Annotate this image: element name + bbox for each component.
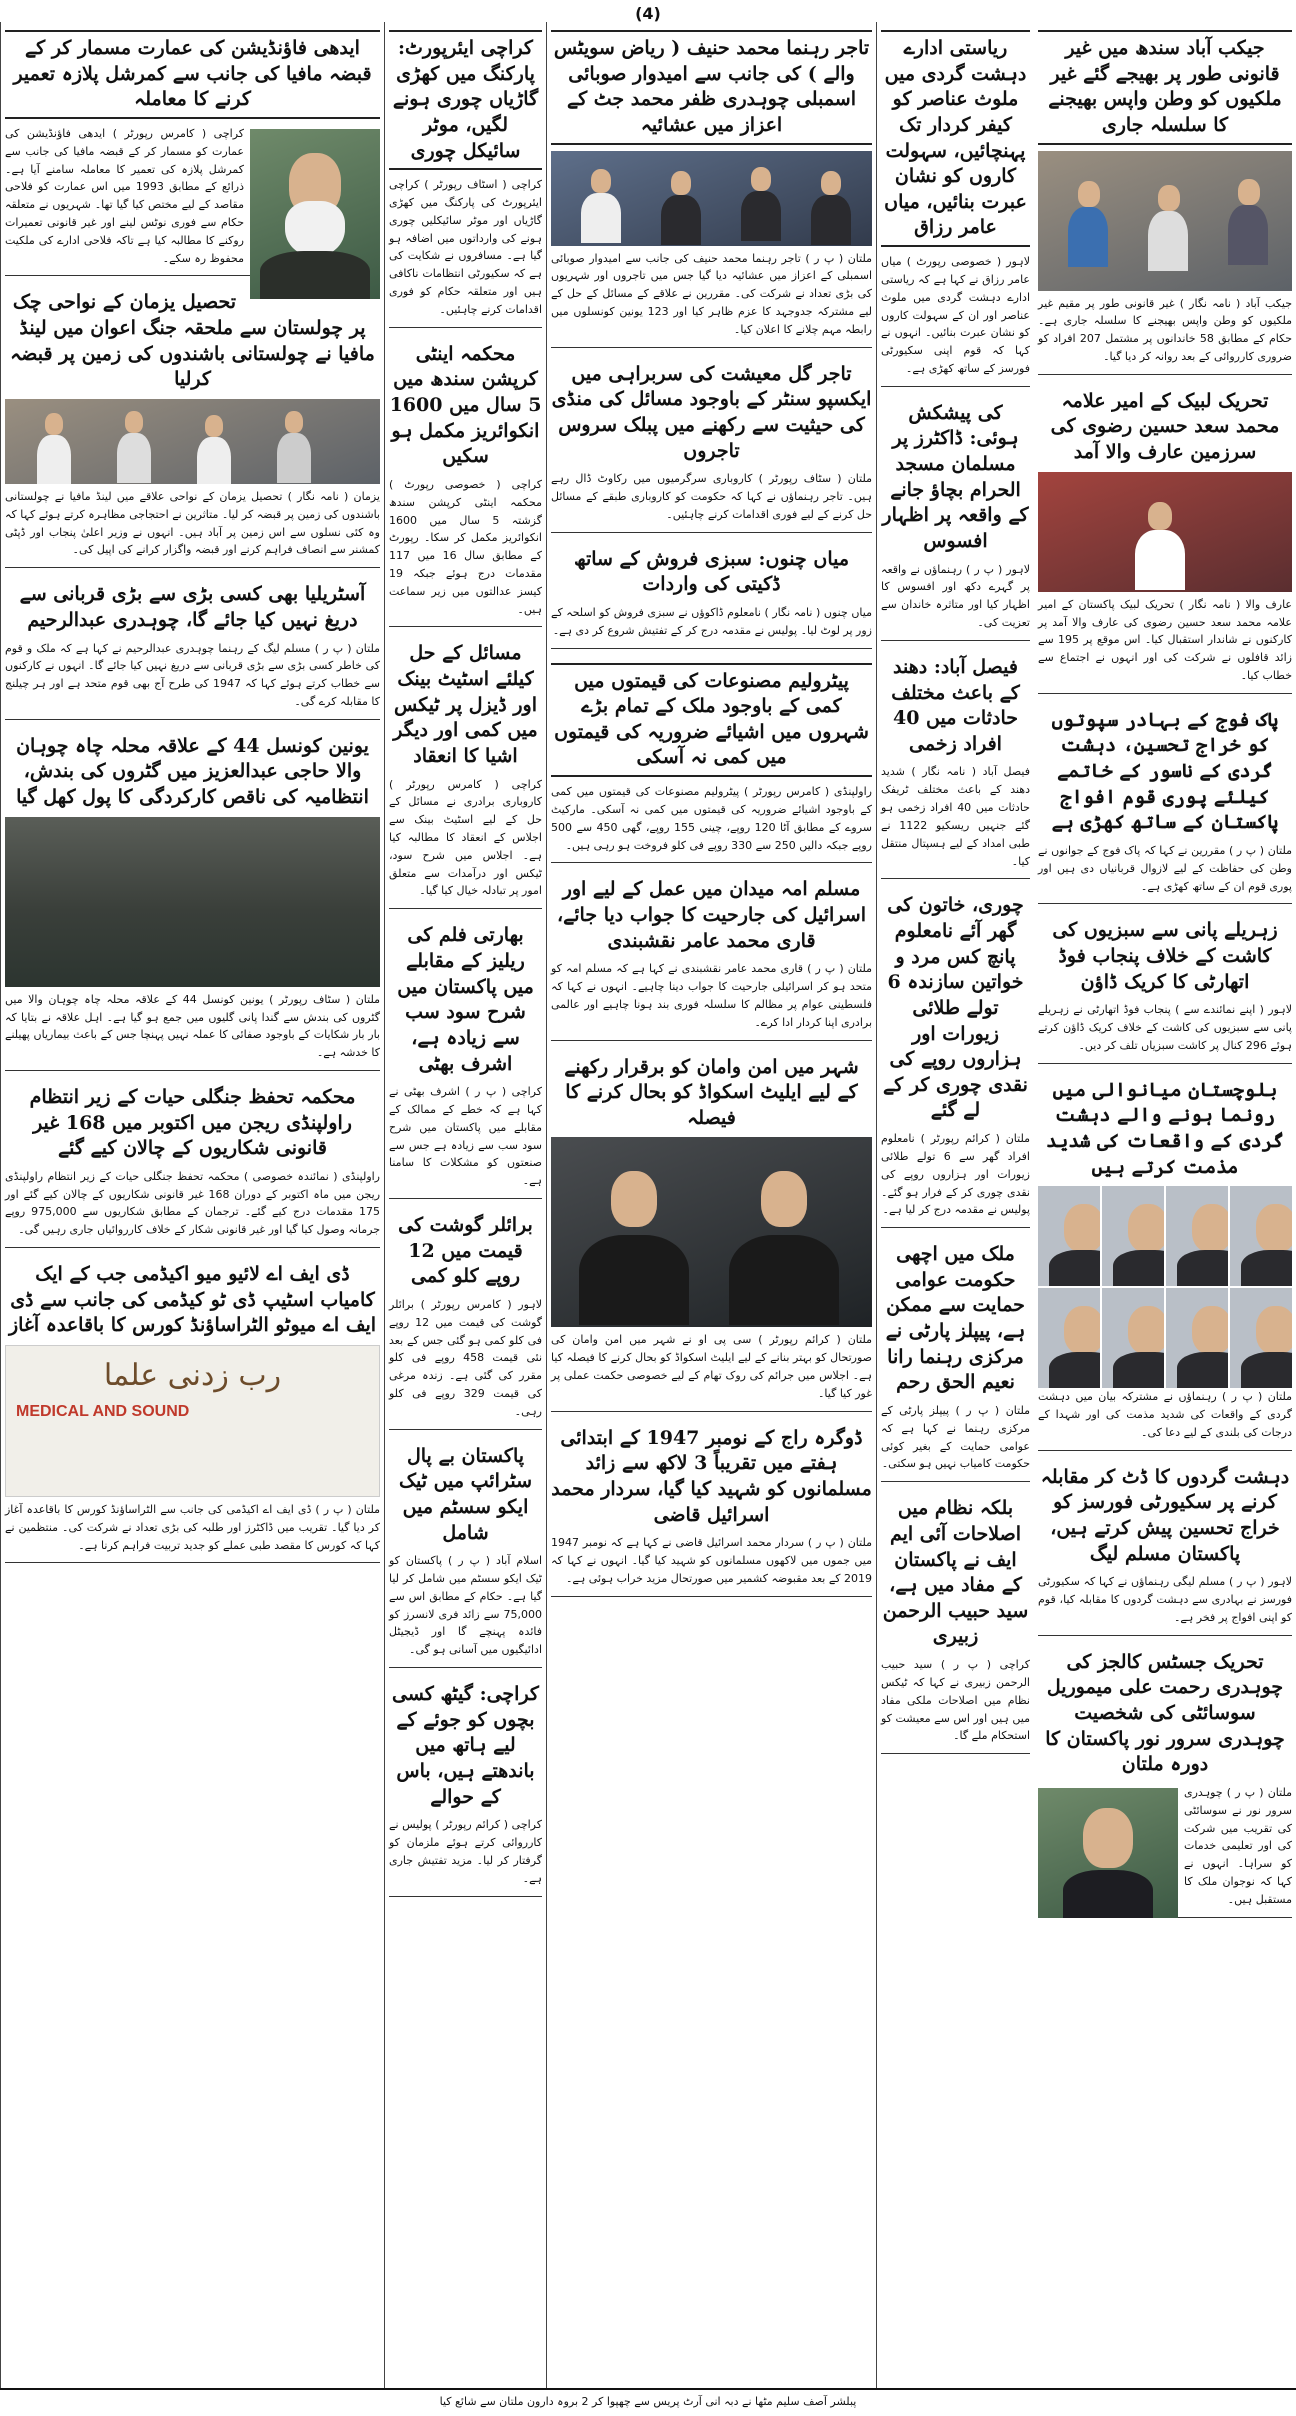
story-photo (1038, 472, 1292, 592)
headline: کراچی ایئرپورٹ: پارکنگ میں کھڑی گاڑیاں چوری ہونے لگیں، موٹر سائیکل چوری (389, 30, 542, 170)
story-col1-d (5, 726, 380, 1071)
story-col5-e (1038, 1070, 1292, 1451)
headline: ملک میں اچھی حکومت عوامی حمایت سے ممکن ہے، پیپلز پارٹی نے مرکزی رہنما رانا نعیم الحق رحم (885, 1243, 1026, 1394)
story-body: میاں چنوں ( نامہ نگار ) نامعلوم ڈاکوؤں نے سبزی فروش کو اسلحہ کے زور پر لوٹ لیا۔ پولیس نے مقدمہ درج کر کے تفتیش شروع کر دی ہے۔ (551, 605, 872, 637)
headline: پاک فوج کے بہادر سپوتوں کو خراج تحسین، دہشت گردی کے ناسور کے خاتمے کیلئے پوری قوم افواج پاکستان کے ساتھ کھڑی ہے (1051, 708, 1279, 834)
portrait (1166, 1288, 1228, 1388)
story-body: کراچی ( کرائم رپورٹر ) پولیس نے کارروائی کرتے ہوئے ملزمان کو گرفتار کر لیا۔ مزید تفتیش جاری ہے۔ (389, 1818, 542, 1885)
portrait (1230, 1288, 1292, 1388)
story-col3-g (551, 1418, 872, 1597)
headline: برائلر گوشت کی قیمت میں 12 روپے کلو کمی (398, 1214, 533, 1288)
headline: یونین کونسل 44 کے علاقہ محلہ چاہ چوہان والا حاجی عبدالعزیز میں گٹروں کی بندش، انتظامیہ کی ناقص کارکردگی کا پول کھل گیا (16, 734, 369, 809)
story-photo (551, 151, 872, 246)
story-photo (5, 399, 380, 484)
story-body: کراچی ( پ ر ) سید حبیب الرحمن زبیری نے کہا کہ ٹیکس نظام میں اصلاحات ملکی مفاد میں ہیں اور اس سے معیشت کو استحکام ملے گا۔ (881, 1658, 1030, 1743)
story-photo (250, 129, 380, 299)
column-1 (0, 22, 384, 2388)
story-body: راولپنڈی ( نمائندہ خصوصی ) محکمہ تحفظ جنگلی حیات کے زیر انتظام راولپنڈی ریجن میں ماہ اکتوبر کے دوران 168 غیر قانونی شکاریوں کے چالان کیے گئے اور 175 مقدمات درج کیے گئے۔ ترجمان کے مطابق شکاریوں سے 975,000 روپے جرمانہ وصول کیا گیا اور غیر قانونی شکار کے خلاف کارروائیاں جاری رہیں گی۔ (5, 1169, 381, 1237)
headline: کراچی: گیٹھ کسی بچوں کو جوئے کے لیے ہاتھ میں باندھتے ہیں، باس کے حوالے (392, 1683, 539, 1808)
column-4 (876, 22, 1034, 2388)
story-body: ملتان ( پ ر ) چوہدری سرور نور نے سوسائٹی کی تقریب میں شرکت کی اور تعلیمی خدمات کو سراہا۔ انہوں نے کہا کہ نوجوان ملک کا مستقبل ہیں۔ (1184, 1786, 1292, 1906)
story-col1-a (5, 22, 380, 276)
portrait (1038, 1288, 1100, 1388)
story-body: عارف والا ( نامہ نگار ) تحریک لبیک پاکستان کے امیر علامہ محمد سعد حسین رضوی کی عارف والا آمد پر کارکنوں نے شاندار استقبال کیا۔ اس موقع پر 195 سے زائد قافلوں نے شرکت کی اور انہوں نے اجتماع سے خطاب کیا۔ (1038, 597, 1292, 682)
headline: مسلم امہ میدان میں عمل کے لیے اور اسرائیل کی جارحیت کا جواب دیا جائے، قاری محمد عامر نقشبندی (557, 878, 866, 952)
story-col3-c (551, 539, 872, 649)
story-col4-d (881, 885, 1030, 1228)
story-body: کراچی ( اسٹاف رپورٹر ) کراچی ایئرپورٹ کی پارکنگ میں کھڑی گاڑیاں اور موٹر سائیکلیں چوری ہونے کی وارداتوں میں اضافہ ہو گیا ہے۔ مسافروں نے شکایت کی ہے کہ سکیورٹی انتظامات ناکافی ہیں اور متعلقہ حکام کو فوری اقدامات کرنے چاہئیں۔ (389, 178, 542, 316)
headline: تحصیل یزمان کے نواحی چک پر چولستان سے ملحقہ جنگ اعوان میں لینڈ مافیا نے چولستانی باشندوں کی زمین پر قبضہ کرلیا (10, 291, 375, 391)
headline: دہشت گردوں کا ڈٹ کر مقابلہ کرنے پر سکیورٹی فورسز کو خراج تحسین پیش کرتے ہیں، پاکستان مسلم لیگ (1040, 1465, 1290, 1565)
headline: چوری، خاتون کی گھر آئے نامعلوم پانچ کس مرد و خواتین سازندہ 6 تولے طلائی زیورات اور ہزاروں روپے کی نقدی چوری کر کے لے گئے (883, 894, 1028, 1122)
story-col5-a (1038, 22, 1292, 375)
story-body: لاہور ( پ ر ) رہنماؤں نے واقعہ پر گہرے دکھ اور افسوس کا اظہار کیا اور متاثرہ خاندان سے تعزیت کی۔ (881, 562, 1030, 630)
story-col2-a (389, 22, 542, 328)
story-body: اسلام آباد ( پ ر ) پاکستان کو ٹیک ایکو سسٹم میں شامل کر لیا گیا ہے۔ حکام کے مطابق اس سے 75,000 سے زائد فری لانسرز کو فائدہ پہنچے گا اور ڈیجیٹل ادائیگیوں میں آسانی ہو گی۔ (389, 1554, 542, 1657)
headline: پیٹرولیم مصنوعات کی قیمتوں میں کمی کے باوجود ملک کے تمام بڑے شہروں میں اشیائے ضروریہ کی قیمتوں میں کمی نہ آسکی (551, 663, 872, 778)
headline: محکمہ تحفظ جنگلی حیات کے زیر انتظام راولپنڈی ریجن میں اکتوبر میں 168 غیر قانونی شکاریوں کے چالان کیے گئے (29, 1085, 356, 1160)
story-col4-e (881, 1234, 1030, 1482)
sign-subtext: MEDICAL AND SOUND (16, 1403, 190, 1421)
story-col5-d (1038, 910, 1292, 1063)
story-col3-e (551, 869, 872, 1040)
story-col2-g (389, 1674, 542, 1896)
story-body: کراچی ( کامرس رپورٹر ) ایدھی فاؤنڈیشن کی عمارت کو مسمار کر کے قبضہ مافیا کی جانب سے کمرشل پلازہ کی تعمیر کا معاملہ سامنے آیا ہے۔ ذرائع کے مطابق 1993 میں اس عمارت کو فلاحی مقاصد کے لیے مختص کیا گیا تھا۔ شہریوں نے متعلقہ حکام سے فوری نوٹس لینے اور غیر قانونی تعمیرات روکنے کا مطالبہ کیا ہے تاکہ فلاحی ادارے کی ملکیت محفوظ رہ سکے۔ (5, 126, 245, 265)
headline: کی پیشکش ہوئی: ڈاکٹرز پر مسلمان مسجد الحرام بچاؤ جانے کے واقعہ پر اظہار افسوس (882, 401, 1029, 553)
story-col5-f (1038, 1457, 1292, 1636)
story-col5-b (1038, 381, 1292, 694)
story-body: لاہور ( اپنے نمائندے سے ) پنجاب فوڈ اتھارٹی نے زہریلے پانی سے سبزیوں کی کاشت کے خلاف کریک ڈاؤن کرتے ہوئے 296 کنال پر کاشت سبزیاں تلف کر دیں۔ (1038, 1003, 1292, 1052)
story-col4-c (881, 647, 1030, 879)
story-photo (1038, 1788, 1178, 1918)
story-col2-d (389, 915, 542, 1199)
portrait (1166, 1186, 1228, 1286)
headline: محکمہ اینٹی کرپشن سندھ میں 5 سال میں 1600 انکوائریز مکمل ہو سکیں (389, 342, 542, 468)
story-body: ملتان ( پ ر ) سردار محمد اسرائیل قاضی نے کہا ہے کہ نومبر 1947 میں جموں میں لاکھوں مسلمانوں کو شہید کیا گیا۔ انہوں نے کہا کہ 2019 کے بعد مقبوضہ کشمیر میں صورتحال مزید خراب ہوئی ہے۔ (551, 1536, 872, 1585)
story-col4-b (881, 393, 1030, 641)
headline: بلکہ نظام میں اصلاحات آئی ایم ایف نے پاکستان کے مفاد میں ہے، سید حبیب الرحمن زبیری (882, 1497, 1029, 1648)
headline: ڈوگرہ راج کے نومبر 1947 کے ابتدائی ہفتے میں تقریباً 3 لاکھ سے زائد مسلمانوں کو شہید کیا گیا، سردار محمد اسرائیل قاضی (551, 1426, 872, 1526)
story-col4-a (881, 22, 1030, 387)
headline: شہر میں امن وامان کو برقرار رکھنے کے لیے ایلیٹ اسکواڈ کو بحال کرنے کا فیصلہ (564, 1055, 859, 1129)
story-body: لاہور ( پ ر ) مسلم لیگی رہنماؤں نے کہا کہ سکیورٹی فورسز نے بہادری سے دہشت گردوں کا مقابلہ کیا، قوم کو اپنی افواج پر فخر ہے۔ (1038, 1575, 1292, 1624)
story-col2-e (389, 1205, 542, 1430)
story-body: کراچی ( خصوصی رپورٹ ) محکمہ اینٹی کرپشن سندھ گزشتہ 5 سال میں 1600 انکوائریز مکمل کر سکا۔ رپورٹ کے مطابق سال 16 میں 117 مقدمات درج ہوئے جبکہ 19 کیسز عدالتوں میں زیر سماعت ہیں۔ (389, 477, 542, 616)
story-body: راولپنڈی ( کامرس رپورٹر ) پیٹرولیم مصنوعات کی قیمتوں میں کمی کے باوجود اشیائے ضروریہ کی قیمتوں میں کمی نہ آسکی۔ مارکیٹ سروے کے مطابق آٹا 120 روپے، چینی 155 روپے، گھی 450 سے 500 روپے جبکہ دالیں 250 سے 330 روپے فی کلو فروخت ہو رہی ہیں۔ (551, 785, 873, 852)
story-col1-c (5, 574, 380, 720)
headline: تاجر گل معیشت کی سربراہی میں ایکسپو سنٹر کے باوجود مسائل کی منڈی کی حیثیت سے رکھنے میں پبلک سروس تاجروں (551, 362, 872, 462)
story-body: لاہور ( کامرس رپورٹر ) برائلر گوشت کی قیمت میں 12 روپے فی کلو کمی ہو گئی جس کے بعد نئی قیمت 458 روپے فی کلو مقرر کی گئی ہے۔ زندہ مرغی کی قیمت 329 روپے فی کلو رہی۔ (389, 1297, 543, 1418)
headline: فیصل آباد: دھند کے باعث مختلف حادثات میں 40 افراد زخمی (891, 655, 1020, 755)
headline: تحریک جسٹس کالجز کی چوہدری رحمت علی میموریل سوسائٹی کی شخصیت چوہدری سرور نور پاکستان کا دورہ ملتان (1045, 1650, 1285, 1776)
portrait (1038, 1186, 1100, 1286)
column-5 (1034, 22, 1296, 2388)
story-body: ملتان ( پ ر ) رہنماؤں نے مشترکہ بیان میں دہشت گردی کے واقعات کی شدید مذمت کی اور شہدا کے درجات کی بلندی کے لیے دعا کی۔ (1038, 1390, 1292, 1439)
story-col1-e (5, 1077, 380, 1248)
story-col5-c (1038, 700, 1292, 905)
headline: جیکب آباد سندھ میں غیر قانونی طور پر بھیجے گئے غیر ملکیوں کو وطن واپس بھیجنے کا سلسلہ جاری (1038, 30, 1292, 145)
column-2 (384, 22, 546, 2388)
headline: ایدھی فاؤنڈیشن کی عمارت مسمار کر کے قبضہ مافیا کی جانب سے کمرشل پلازہ تعمیر کرنے کا معاملہ (5, 30, 380, 119)
headline: بلوچستان میانوالی میں رونما ہونے والے دہشت گردی کے واقعات کی شدید مذمت کرتے ہیں (1046, 1078, 1284, 1178)
story-body: ملتان ( سٹاف رپورٹر ) یونین کونسل 44 کے علاقہ محلہ چاہ چوہان والا میں گٹروں کی بندش سے گندا پانی گلیوں میں جمع ہو گیا ہے۔ اہل علاقہ نے بتایا کہ بار بار شکایات کے باوجود صفائی کا عملہ نہیں پہنچا جس کے باعث بیماریاں پھیلنے کا خدشہ ہے۔ (5, 992, 380, 1060)
story-body: ملتان ( پ ر ) پیپلز پارٹی کے مرکزی رہنما نے کہا ہے کہ عوامی حمایت کے بغیر کوئی حکومت کامیاب نہیں ہو سکتی۔ (881, 1404, 1030, 1471)
headline: تاجر رہنما محمد حنیف ( ریاض سویٹس والے ) کی جانب سے امیدوار صوبائی اسمبلی چوہدری ظفر محمد جٹ کے اعزاز میں عشائیہ (551, 30, 872, 145)
headline: زہریلے پانی سے سبزیوں کی کاشت کے خلاف پنجاب فوڈ اتھارٹی کا کریک ڈاؤن (1052, 919, 1278, 993)
portrait (1102, 1186, 1164, 1286)
story-col3-d (551, 655, 872, 864)
story-col4-f (881, 1488, 1030, 1754)
portrait (1230, 1186, 1292, 1286)
headline: پاکستان بے پال سٹرائپ میں ٹیک ایکو سسٹم میں شامل (399, 1444, 532, 1544)
headline: مسائل کے حل کیلئے اسٹیٹ بینک اور ڈیزل پر ٹیکس میں کمی اور دیگر اشیا کا انعقاد (393, 642, 538, 767)
headline: تحریک لبیک کے امیر علامہ محمد سعد حسین رضوی کی سرزمین عارف والا آمد (1050, 389, 1280, 464)
headline: میاں چنوں: سبزی فروش کے ساتھ ڈکیتی کی واردات (573, 547, 850, 596)
story-col3-a (551, 22, 872, 348)
story-body: لاہور ( خصوصی رپورٹ ) میاں عامر رزاق نے کہا ہے کہ ریاستی ادارے دہشت گردی میں ملوث عناصر اور ان کے سہولت کاروں کو نشان عبرت بنائیں۔ انہوں نے کہا کہ قوم اپنی سکیورٹی فورسز کے ساتھ کھڑی ہے۔ (881, 255, 1030, 375)
story-photo (551, 1137, 872, 1327)
story-photo (5, 1345, 380, 1497)
sign-text: رب زدنی علما (103, 1358, 282, 1394)
story-photo (5, 817, 380, 987)
story-body: ملتان ( پ ر ) مقررین نے کہا کہ پاک فوج کے جوانوں نے وطن کی حفاظت کے لیے لازوال قربانیاں دی ہیں اور پوری قوم ان کے ساتھ کھڑی ہے۔ (1038, 844, 1292, 893)
story-body: ملتان ( کرائم رپورٹر ) سی پی او نے شہر میں امن وامان کی صورتحال کو بہتر بنانے کے لیے ایلیٹ اسکواڈ کو بحال کرنے کا فیصلہ کیا ہے۔ اجلاس میں جرائم کی روک تھام کے لیے خصوصی حکمت عملی پر غور کیا گیا۔ (551, 1333, 872, 1400)
story-body: ملتان ( پ ر ) قاری محمد عامر نقشبندی نے کہا ہے کہ مسلم امہ کو متحد ہو کر اسرائیلی جارحیت کا جواب دینا چاہیے۔ انہوں نے کہا کہ فلسطینی عوام پر مظالم کا سلسلہ فوری بند ہونا چاہیے اور عالمی برادری اپنا کردار ادا کرے۔ (551, 962, 872, 1029)
story-photo (1038, 151, 1292, 291)
story-col3-f (551, 1047, 872, 1412)
story-body: جیکب آباد ( نامہ نگار ) غیر قانونی طور پر مقیم غیر ملکیوں کو وطن واپس بھیجنے کا سلسلہ جاری ہے۔ حکام کے مطابق 58 خاندانوں پر مشتمل 207 افراد کو ضروری کارروائی کے بعد روانہ کر دیا گیا۔ (1038, 296, 1292, 363)
story-body: فیصل آباد ( نامہ نگار ) شدید دھند کے باعث مختلف ٹریفک حادثات میں 40 افراد زخمی ہو گئے جنہیں ریسکیو 1122 نے طبی امداد کے لیے ہسپتال منتقل کیا۔ (881, 765, 1030, 868)
story-col3-b (551, 354, 872, 533)
story-col5-g (1038, 1642, 1292, 1918)
story-body: یزمان ( نامہ نگار ) تحصیل یزمان کے نواحی علاقے میں لینڈ مافیا نے چولستانی باشندوں کی زمین پر قبضہ کر لیا۔ متاثرین نے احتجاجی مظاہرہ کرتے ہوئے کہا کہ وہ کئی نسلوں سے اس زمین پر آباد ہیں۔ انہوں نے وزیر اعلیٰ پنجاب اور ڈپٹی کمشنر سے انصاف فراہم کرنے اور قبضہ واگزار کرانے کی اپیل کی۔ (5, 489, 380, 557)
story-col1-f (5, 1254, 380, 1563)
column-3 (546, 22, 876, 2388)
portrait (1102, 1288, 1164, 1388)
story-body: ملتان ( پ ر ) ڈی ایف اے اکیڈمی کی جانب سے الٹراساؤنڈ کورس کا باقاعدہ آغاز کر دیا گیا۔ تقریب میں ڈاکٹرز اور طلبہ کی بڑی تعداد نے شرکت کی۔ منتظمین نے کہا کہ کورس کا مقصد طبی عملے کو جدید تربیت فراہم کرنا ہے۔ (5, 1503, 380, 1552)
page-number: (4) (635, 4, 661, 23)
headline: بھارتی فلم کی ریلیز کے مقابلے میں پاکستان میں شرح سود سب سے زیادہ ہے، اشرف بھٹی (397, 924, 534, 1075)
story-body: ملتان ( پ ر ) مسلم لیگ کے رہنما چوہدری عبدالرحیم نے کہا ہے کہ ملک و قوم کی خاطر کسی بڑی سے بڑی قربانی سے دریغ نہیں کیا جائے گا۔ انہوں نے کارکنوں سے خطاب کرتے ہوئے کہا کہ 1947 کی طرح آج بھی قوم متحد ہے اور ہر چیلنج کا مقابلہ کرے گی۔ (5, 641, 380, 708)
page-footer: پبلشر آصف سلیم مٹھا نے دبہ انی آرٹ پریس سے چھپوا کر 2 بروہ دارون ملتان سے شائع کیا (0, 2388, 1296, 2416)
story-col2-b (389, 334, 542, 628)
portrait-grid (1038, 1186, 1292, 1388)
story-body: کراچی ( پ ر ) اشرف بھٹی نے کہا ہے کہ خطے کے ممالک کے مقابلے میں پاکستان میں شرح سود سب سے زیادہ ہے جس سے صنعتوں کو مشکلات کا سامنا ہے۔ (389, 1085, 542, 1188)
story-body: کراچی ( کامرس رپورٹر ) کاروباری برادری نے مسائل کے حل کے لیے اسٹیٹ بینک سے اجلاس کے انعقاد کا مطالبہ کیا ہے۔ اجلاس میں شرح سود، ٹیکس اور درآمدات سے متعلق امور پر تبادلہ خیال کیا گیا۔ (389, 777, 542, 898)
headline: ریاستی ادارے دہشت گردی میں ملوث عناصر کو کیفر کردار تک پہنچائیں، سہولت کاروں کو نشان عبرت بنائیں، میاں عامر رزاق (881, 30, 1030, 247)
story-col2-f (389, 1436, 542, 1668)
story-col2-c (389, 633, 542, 909)
story-body: ملتان ( پ ر ) تاجر رہنما محمد حنیف کی جانب سے امیدوار صوبائی اسمبلی کے اعزاز میں عشائیہ دیا گیا جس میں تاجروں اور شہریوں کی بڑی تعداد نے شرکت کی۔ مقررین نے علاقے کے مسائل کے حل کے لیے مشترکہ جدوجہد کا عزم ظاہر کیا اور 123 یونین کونسلوں میں رابطہ مہم چلانے کا اعلان کیا۔ (551, 251, 872, 336)
story-col1-b (5, 282, 380, 568)
story-body: ملتان ( کرائم رپورٹر ) نامعلوم افراد گھر سے 6 تولے طلائی زیورات اور ہزاروں روپے کی نقدی چوری کر کے فرار ہو گئے۔ پولیس نے مقدمہ درج کر لیا ہے۔ (881, 1132, 1030, 1217)
headline: آسٹریلیا بھی کسی بڑی سے بڑی قربانی سے دریغ نہیں کیا جائے گا، چوہدری عبدالرحیم (19, 583, 366, 631)
story-body: ملتان ( سٹاف رپورٹر ) کاروباری سرگرمیوں میں رکاوٹ ڈال رہے ہیں۔ تاجر رہنماؤں نے کہا کہ حکومت کو کاروباری طبقے کے مسائل حل کرنے کے لیے فوری اقدامات کرنے چاہئیں۔ (551, 472, 872, 521)
headline: ڈی ایف اے لائیو میو اکیڈمی جب کے ایک کامیاب اسٹیپ ڈی ٹو کیڈمی کی جانب سے ڈی ایف اے میوٹو الٹراساؤنڈ کورس کا باقاعدہ آغاز (8, 1263, 377, 1337)
